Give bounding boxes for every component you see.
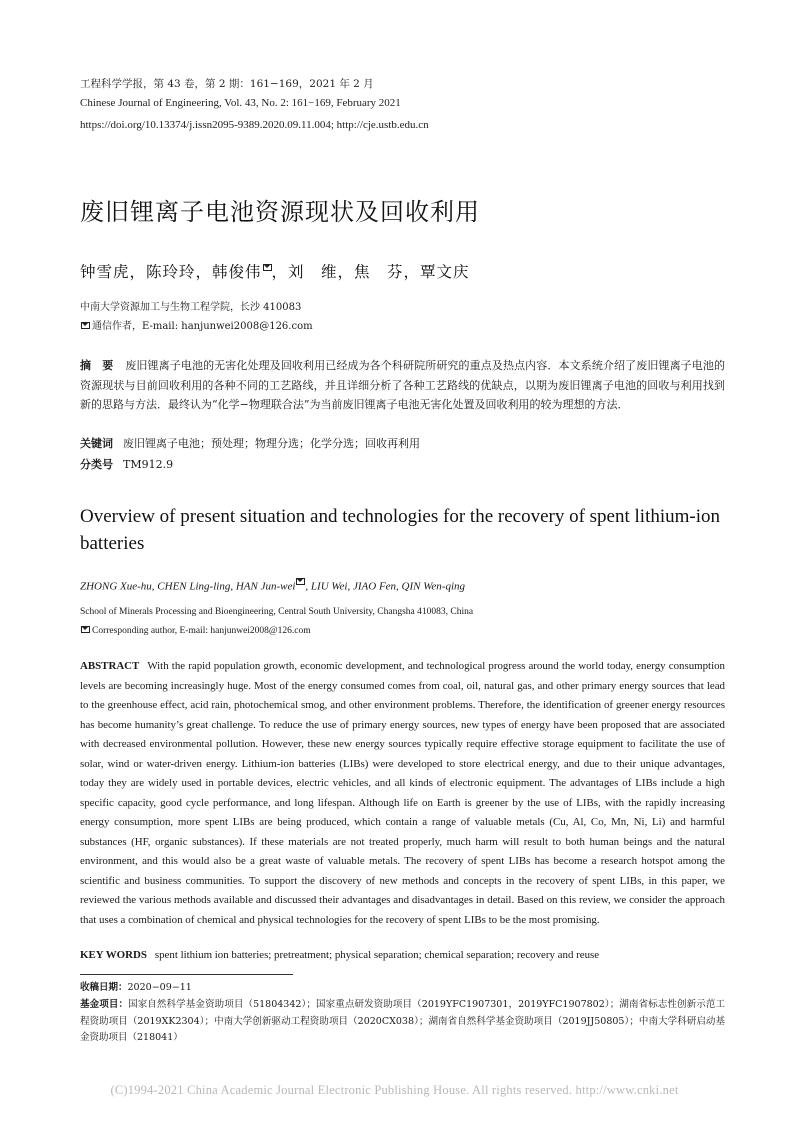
authors-en-rest: , LIU Wei, JIAO Fen, QIN Wen-qing bbox=[305, 580, 465, 593]
affiliation-en: School of Minerals Processing and Bioengineering, Central South University, Changsha 410083, China bbox=[80, 607, 474, 617]
abstract-en-label: ABSTRACT bbox=[80, 660, 140, 672]
keywords-en-label: KEY WORDS bbox=[80, 949, 147, 961]
envelope-icon bbox=[81, 322, 90, 329]
keywords-en-text: spent lithium ion batteries; pretreatment; physical separation; chemical separation; recovery and reuse bbox=[154, 949, 600, 961]
corresponding-author-en bbox=[80, 626, 311, 636]
authors-cn bbox=[80, 260, 470, 282]
received-date: 2020−09−11 bbox=[127, 982, 192, 993]
abstract-en bbox=[80, 657, 725, 930]
envelope-icon bbox=[263, 264, 272, 271]
authors-en bbox=[80, 578, 465, 593]
classification-cn-label: 分类号 bbox=[80, 458, 113, 471]
received-label: 收稿日期： bbox=[80, 982, 128, 993]
footnote-received bbox=[80, 980, 725, 997]
abstract-cn bbox=[80, 356, 725, 415]
envelope-icon bbox=[81, 626, 90, 633]
authors-cn-first: 钟雪虎，陈玲玲，韩俊伟 bbox=[80, 263, 262, 281]
authors-cn-rest: ，刘 维，焦 芬，覃文庆 bbox=[271, 263, 470, 281]
keywords-cn bbox=[80, 435, 420, 451]
funding-text: 国家自然科学基金资助项目（51804342）；国家重点研发资助项目（2019YFC1907301，2019YFC1907802）；湖南省标志性创新示范工程资助项目（2019XK2304）；中南大学创新驱动工程资助项目（2020CX038）；湖南省自然科学基金资助项目（2019JJ50805）；中南大学科研启动基金资助项目（218041） bbox=[80, 999, 725, 1043]
keywords-cn-label: 关键词 bbox=[80, 437, 113, 450]
journal-header-cn: 工程科学学报，第 43 卷，第 2 期：161−169，2021 年 2 月 bbox=[80, 78, 374, 90]
footnote-divider bbox=[80, 974, 293, 975]
cnki-watermark: (C)1994-2021 China Academic Journal Electronic Publishing House. All rights reserved. http://www.cnki.net bbox=[110, 1083, 679, 1097]
abstract-cn-text: 废旧锂离子电池的无害化处理及回收利用已经成为各个科研院所研究的重点及热点内容．本文系统介绍了废旧锂离子电池的资源现状与目前回收利用的各种不同的工艺路线，并且详细分析了各种工艺路线的优缺点，以期为废旧锂离子电池的回收与利用找到新的思路与方法．最终认为“化学−物理联合法”为当前废旧锂离子电池无害化处置及回收利用的较为理想的方法． bbox=[80, 359, 726, 411]
journal-doi-link[interactable]: https://doi.org/10.13374/j.issn2095-9389.2020.09.11.004; http://cje.ustb.edu.cn bbox=[80, 119, 429, 131]
corresponding-en-text: Corresponding author, E-mail: hanjunwei2008@126.com bbox=[92, 626, 311, 636]
classification-cn bbox=[80, 456, 173, 472]
paper-title-cn: 废旧锂离子电池资源现状及回收利用 bbox=[80, 198, 480, 226]
envelope-icon bbox=[296, 578, 305, 585]
paper-title-en: Overview of present situation and technologies for the recovery of spent lithium-ion batteries bbox=[80, 506, 721, 554]
abstract-cn-label: 摘 要 bbox=[80, 359, 114, 372]
keywords-cn-text: 废旧锂离子电池；预处理；物理分选；化学分选；回收再利用 bbox=[123, 437, 420, 450]
classification-cn-text: TM912.9 bbox=[123, 458, 174, 471]
abstract-en-text: With the rapid population growth, economic development, and technological progress around the world today, energy consumption levels are becoming increasingly huge. Most of the energy consumed comes from coal, oil, natural gas, and other primary energy sources that lead to the greenhouse effect, acid rain, photochemical smog, and other environment problems. Therefore, the identification of greener energy resources has become humanity’s great challenge. To reduce the use of primary energy sources, new types of energy have been proposed that are associated with decreased environmental pollution. However, these new energy sources typically require effective storage equipment to facilitate the use of solar, wind or water-driven energy. Lithium-ion batteries (LIBs) were developed to store electrical energy, and due to their unique advantages, today they are widely used in portable devices, electric vehicles, and all kinds of electronic equipment. The advantages of LIBs include a high specific capacity, good cycle performance, and long lifespan. Although life on Earth is greener by the use of LIBs, with the rapidly increasing energy consumption, more spent LIBs are being produced, which contain a range of valuable metals (Cu, Al, Co, Mn, Ni, Li) and harmful substances (HF, organic substances). If these materials are not treated properly, much harm will result to both human beings and the natural environment, and this would also be a great waste of valuable metals. The recovery of spent LIBs has become a research hotspot among the scientific and business communities. To support the discovery of new methods and concepts in the recovery of spent LIBs, in this paper, we reviewed the various methods available and discussed their advantages and disadvantages in detail. Based on this review, we consider the approach that uses a combination of chemical and physical technologies for the recovery of spent LIBs to be the most promising. bbox=[80, 660, 725, 926]
corresponding-author-cn bbox=[80, 317, 313, 332]
authors-en-first: ZHONG Xue-hu, CHEN Ling-ling, HAN Jun-wei bbox=[80, 580, 296, 593]
affiliation-cn: 中南大学资源加工与生物工程学院，长沙 410083 bbox=[80, 302, 302, 313]
footnote-funding bbox=[80, 997, 725, 1047]
funding-label: 基金项目： bbox=[80, 999, 129, 1010]
journal-header-en: Chinese Journal of Engineering, Vol. 43, No. 2: 161−169, February 2021 bbox=[80, 97, 401, 109]
keywords-en bbox=[80, 949, 599, 961]
corresponding-cn-text: 通信作者，E-mail: hanjunwei2008@126.com bbox=[92, 321, 313, 332]
